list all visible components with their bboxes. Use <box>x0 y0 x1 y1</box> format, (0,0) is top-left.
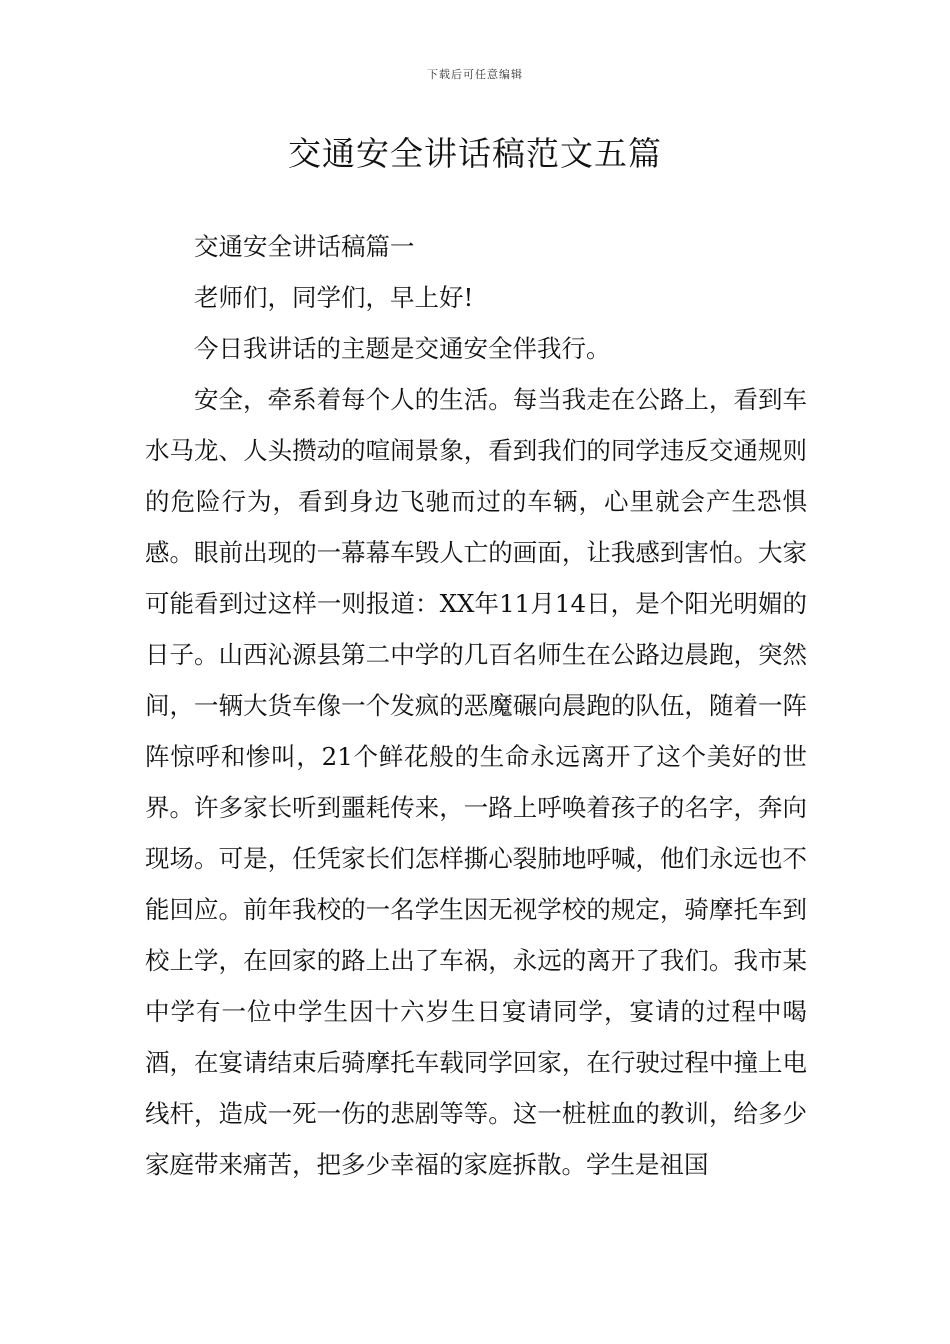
document-body <box>145 221 807 1190</box>
header-note: 下载后可任意编辑 <box>427 68 523 81</box>
body-paragraph: 安全，牵系着每个人的生活。每当我走在公路上，看到车水马龙、人头攒动的喧闹景象，看到我们的同学违反交通规则的危险行为，看到身边飞驰而过的车辆，心里就会产生恐惧感。眼前出现的一幕幕车毁人亡的画面，让我感到害怕。大家可能看到过这样一则报道：XX年11月14日，是个阳光明媚的日子。山西沁源县第二中学的几百名师生在公路边晨跑，突然间，一辆大货车像一个发疯的恶魔碾向晨跑的队伍，随着一阵阵惊呼和惨叫，21个鲜花般的生命永远离开了这个美好的世界。许多家长听到噩耗传来，一路上呼唤着孩子的名字，奔向现场。可是，任凭家长们怎样撕心裂肺地呼喊，他们永远也不能回应。前年我校的一名学生因无视学校的规定，骑摩托车到校上学，在回家的路上出了车祸，永远的离开了我们。我市某中学有一位中学生因十六岁生日宴请同学，宴请的过程中喝酒，在宴请结束后骑摩托车载同学回家，在行驶过程中撞上电线杆，造成一死一伤的悲剧等等。这一桩桩血的教训，给多少家庭带来痛苦，把多少幸福的家庭拆散。学生是祖国 <box>145 385 807 1179</box>
topic-paragraph: 今日我讲话的主题是交通安全伴我行。 <box>194 334 611 363</box>
section-heading: 交通安全讲话稿篇一 <box>194 232 415 261</box>
greeting-paragraph: 老师们，同学们，早上好! <box>194 283 474 312</box>
document-title: 交通安全讲话稿范文五篇 <box>288 134 662 173</box>
